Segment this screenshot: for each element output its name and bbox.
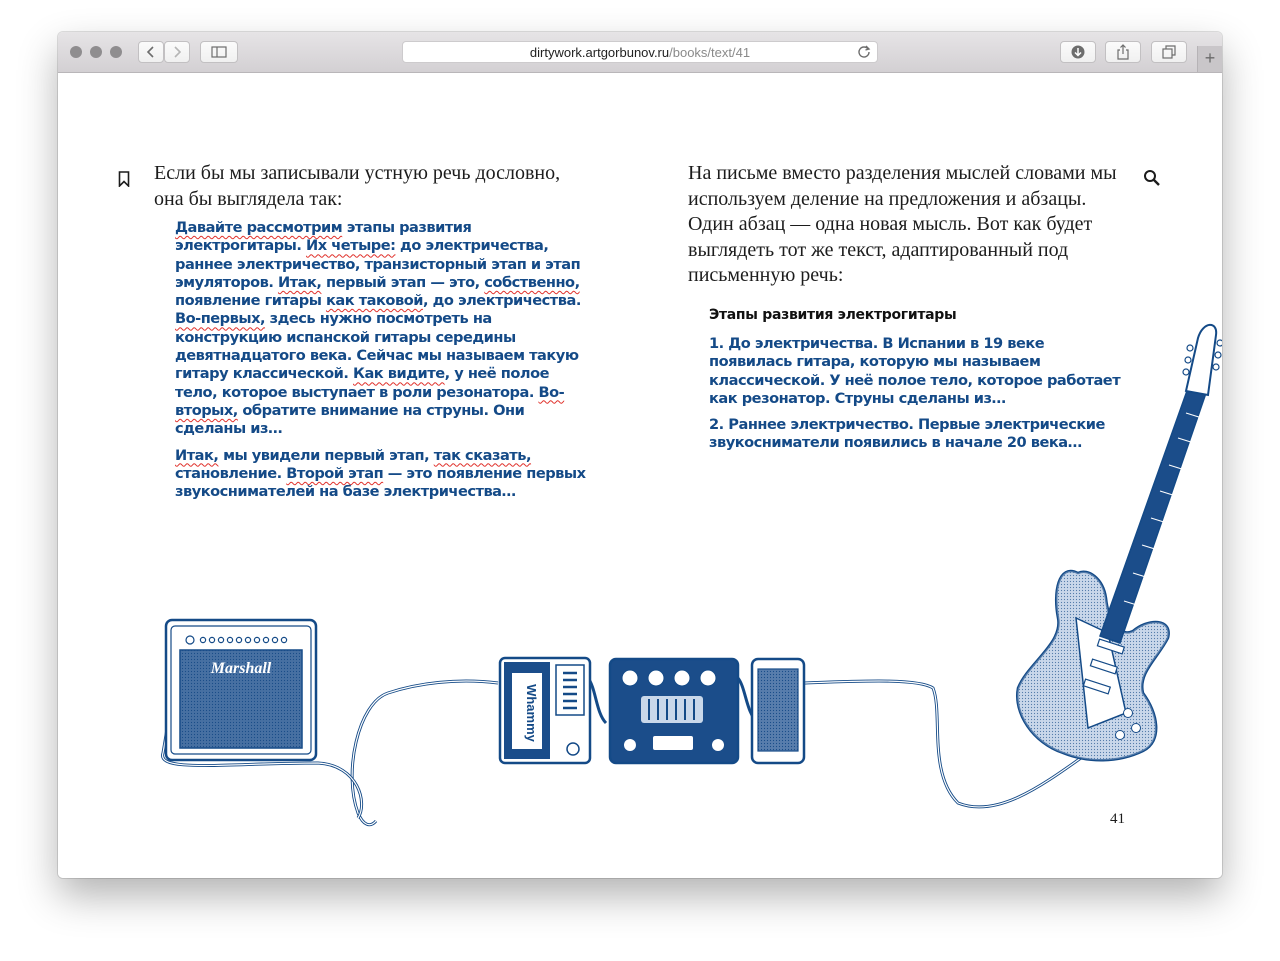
share-icon xyxy=(1116,44,1130,60)
spell-flagged-phrase: как таковой xyxy=(325,292,423,310)
spell-flagged-phrase: Их четыре: xyxy=(306,237,396,255)
minimize-window-button[interactable] xyxy=(90,46,102,58)
tab-overview-button[interactable] xyxy=(1151,41,1187,63)
share-button[interactable] xyxy=(1105,41,1141,63)
book-page xyxy=(58,73,1222,878)
download-icon xyxy=(1071,45,1085,59)
text-segment: до электричества, раннее электричество, транзисторный этап и этап эмуляторов. xyxy=(175,237,581,291)
spell-flagged-phrase: Итак, xyxy=(175,446,219,464)
chevron-left-icon xyxy=(146,46,156,58)
right-intro-text: На письме вместо разделения мыслей словами мы используем деление на предложения и абзацы. Один абзац — одна новая мысль. Вот как будет выглядеть тот же текст, адаптированный под письменную речь: xyxy=(688,162,1117,287)
pedal-brand-label: Whammy xyxy=(524,684,539,742)
spell-flagged-phrase: Во-вторых, xyxy=(175,383,565,419)
forward-button[interactable] xyxy=(164,41,190,63)
guitar-rig-illustration xyxy=(58,73,1222,878)
sidebar-icon xyxy=(211,46,227,58)
amp-brand-label: Marshall xyxy=(210,660,272,677)
spell-flagged-phrase: Давайте рассмотрим xyxy=(175,219,343,236)
sidebar-button[interactable] xyxy=(200,41,238,63)
spell-flagged-phrase: собственно, xyxy=(484,273,580,291)
text-segment: первый этап — это, xyxy=(321,273,485,291)
left-intro-text: Если бы мы записывали устную речь дословно, она бы выглядела так: xyxy=(154,162,561,210)
new-tab-button[interactable]: + xyxy=(1197,46,1222,72)
close-window-button[interactable] xyxy=(70,46,82,58)
spell-flagged-phrase: Итак, xyxy=(277,273,322,291)
written-heading: Этапы развития электрогитары xyxy=(709,307,957,323)
written-item-1: 1. До электричества. В Испании в 19 веке появилась гитара, которую мы называем классической. У неё полое тело, которое работает как резонатор. Струны сделаны из… xyxy=(709,335,1121,407)
url-host: dirtywork.artgorbunov.ru xyxy=(529,44,670,60)
text-segment: появление гитары xyxy=(175,292,326,310)
zoom-window-button[interactable] xyxy=(110,46,122,58)
spell-flagged-phrase: так сказать, xyxy=(433,446,532,464)
text-segment: мы увидели первый этап, xyxy=(218,446,434,464)
effect-pedal xyxy=(610,659,738,763)
reload-button[interactable] xyxy=(857,44,871,61)
written-item-2: 2. Раннее электричество. Первые электрические звукосниматели появились в начале 20 века… xyxy=(709,416,1105,452)
page-number: 41 xyxy=(1110,811,1125,827)
back-button[interactable] xyxy=(138,41,164,63)
chevron-right-icon xyxy=(172,46,182,58)
reload-icon xyxy=(857,44,871,58)
url-path: /books/text/41 xyxy=(669,44,751,60)
title-bar xyxy=(58,32,1222,73)
spell-flagged-phrase: Как видите xyxy=(353,365,445,383)
text-segment: , у неё полое тело, которое выступает в роли резонатора. xyxy=(175,365,550,401)
tabs-icon xyxy=(1162,45,1176,59)
spell-flagged-phrase: Второй этап xyxy=(286,464,384,482)
text-segment: — это появление первых звукоснимателей на базе электричества… xyxy=(175,464,586,501)
text-segment: этапы развития электрогитары. xyxy=(175,219,472,255)
text-segment: , до электричества. xyxy=(422,292,581,310)
text-segment: здесь нужно посмотреть на конструкцию испанской гитары середины девятнадцатого века. Сейчас мы называем такую гитару классической. xyxy=(175,310,579,383)
text-segment: обратите внимание на струны. Они сделаны из… xyxy=(175,401,525,438)
wah-pedal xyxy=(752,659,804,763)
browser-window xyxy=(58,32,1222,878)
address-bar[interactable] xyxy=(402,41,878,63)
downloads-button[interactable] xyxy=(1060,41,1096,63)
electric-guitar xyxy=(1017,325,1222,760)
text-segment: становление. xyxy=(175,464,287,482)
whammy-pedal xyxy=(500,658,590,763)
spell-flagged-phrase: Во-первых, xyxy=(175,310,266,328)
marshall-amp xyxy=(166,620,316,760)
